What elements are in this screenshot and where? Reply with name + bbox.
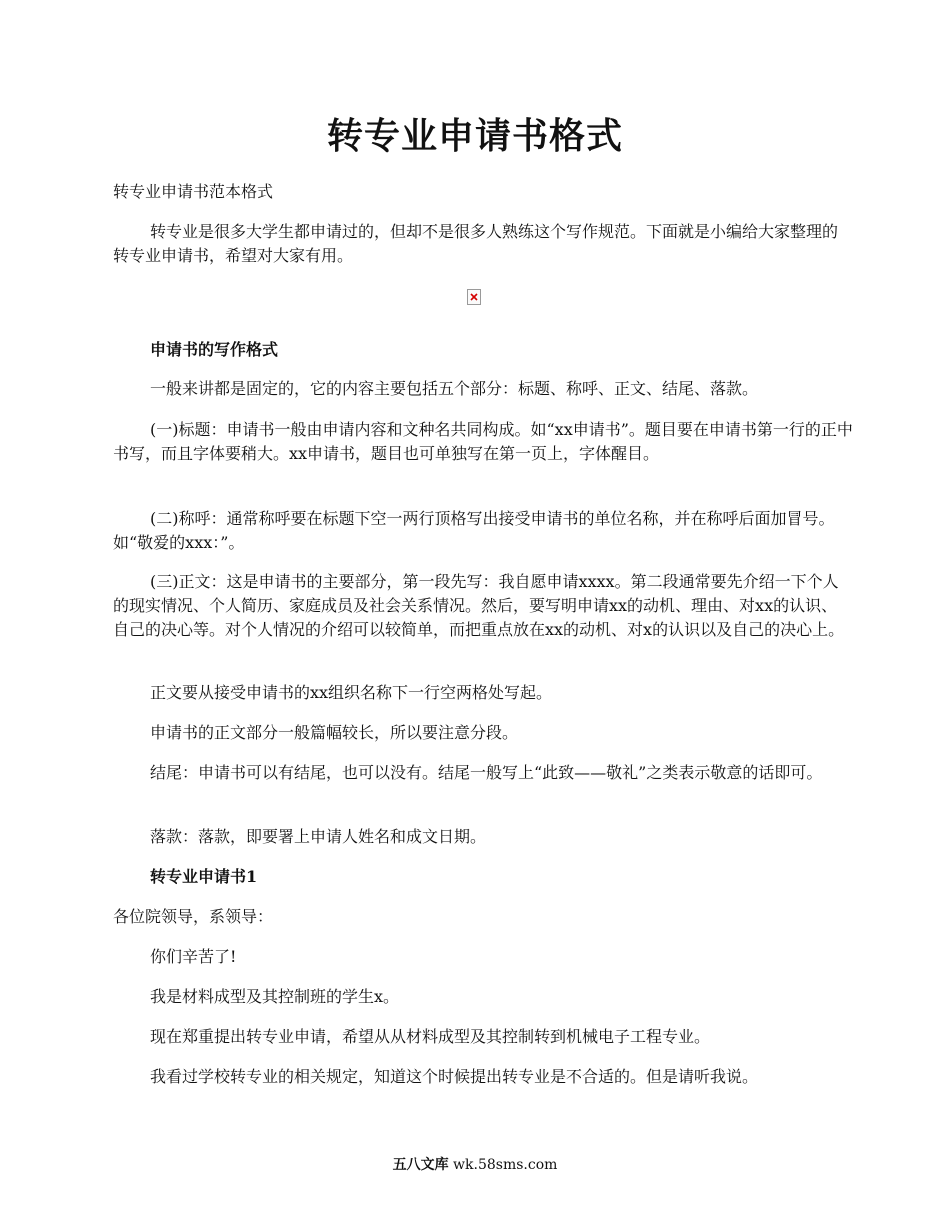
paragraph-body-rule: (三)正文：这是申请书的主要部分，第一段先写：我自愿申请xxxx。第二段通常要先介绍一下个人的现实情况、个人简历、家庭成员及社会关系情况。然后，要写明申请xx的动机、理由、对xx的认识、自己的决心等。对个人情况的介绍可以较简单，而把重点放在xx的动机、对x的认识以及自己的决心上。	[113, 572, 845, 639]
paragraph-signature-rule: 落款：落款，即要署上申请人姓名和成文日期。	[150, 827, 487, 846]
document-subtitle: 转专业申请书范本格式	[113, 182, 274, 201]
document-title: 转专业申请书格式	[326, 115, 623, 157]
footer-brand: 五八文库	[392, 1157, 449, 1173]
letter-request: 现在郑重提出转专业申请，希望从从材料成型及其控制转到机械电子工程专业。	[150, 1027, 711, 1046]
paragraph-title-rule: (一)标题：申请书一般由申请内容和文种名共同构成。如“xx申请书”。题目要在申请书第一行的正中书写，而且字体要稍大。xx申请书，题目也可单独写在第一页上，字体醒目。	[113, 420, 853, 463]
page-footer	[0, 1155, 950, 1175]
section-heading-sample: 转专业申请书1	[150, 867, 258, 886]
paragraph-body-start: 正文要从接受申请书的xx组织名称下一行空两格处写起。	[150, 683, 553, 702]
paragraph-salutation-rule: (二)称呼：通常称呼要在标题下空一两行顶格写出接受申请书的单位名称，并在称呼后面加冒号。如“敬爱的xxx：”。	[113, 509, 835, 552]
letter-thanks: 你们辛苦了!	[150, 947, 237, 966]
footer-site[interactable]: wk.58sms.com	[453, 1157, 558, 1173]
section-heading-format: 申请书的写作格式	[150, 340, 279, 359]
broken-image-icon	[467, 289, 481, 305]
letter-reason: 我看过学校转专业的相关规定，知道这个时候提出转专业是不合适的。但是请听我说。	[150, 1067, 759, 1086]
paragraph-general: 一般来讲都是固定的，它的内容主要包括五个部分：标题、称呼、正文、结尾、落款。	[150, 379, 759, 398]
letter-greeting: 各位院领导，系领导：	[113, 907, 274, 926]
letter-identity: 我是材料成型及其控制班的学生x。	[150, 987, 400, 1006]
paragraph-body-length: 申请书的正文部分一般篇幅较长，所以要注意分段。	[150, 723, 519, 742]
paragraph-ending-rule: 结尾：申请书可以有结尾，也可以没有。结尾一般写上“此致——敬礼”之类表示敬意的话即可。	[150, 763, 823, 782]
intro-paragraph: 转专业是很多大学生都申请过的，但却不是很多人熟练这个写作规范。下面就是小编给大家整理的转专业申请书，希望对大家有用。	[113, 222, 839, 265]
